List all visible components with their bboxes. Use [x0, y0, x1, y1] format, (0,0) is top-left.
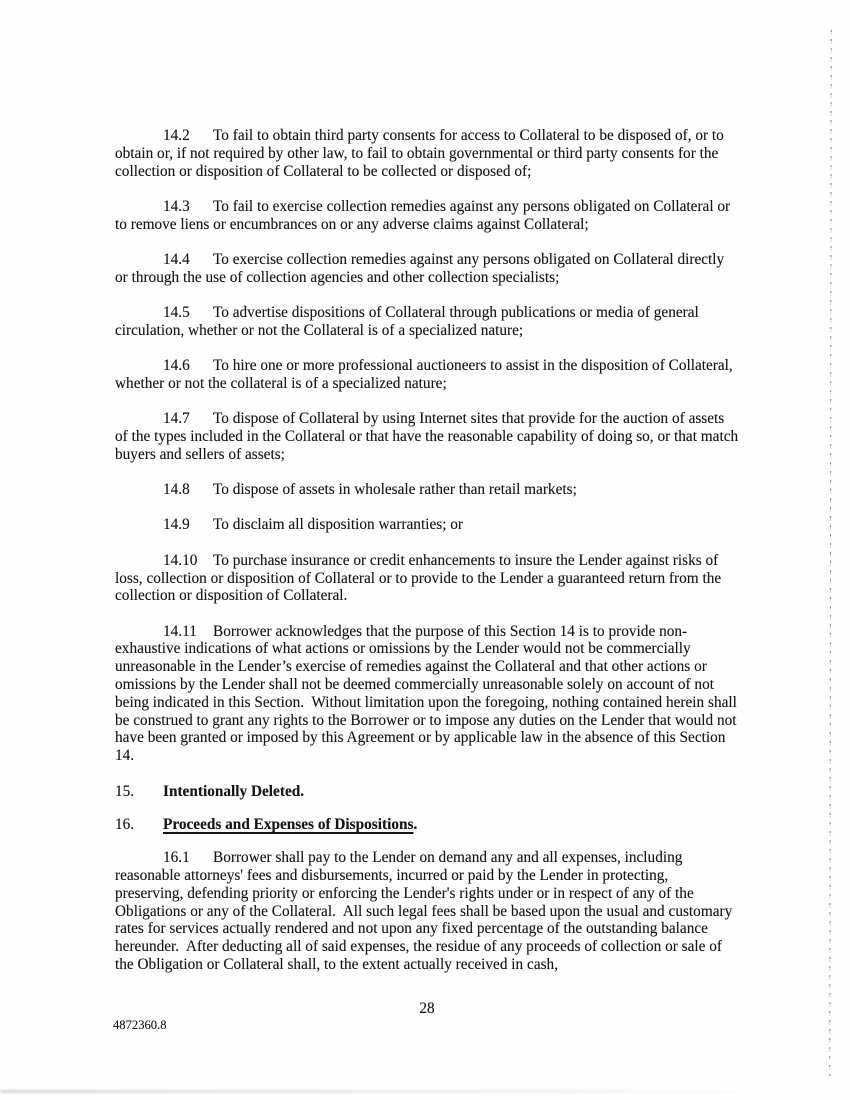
- section-number: 15.: [115, 782, 135, 800]
- section-number: 14.10: [163, 551, 198, 569]
- paragraph-14-9: [115, 516, 739, 534]
- paragraph-14-7: [115, 410, 742, 463]
- paragraph-text: To disclaim all disposition warranties; or: [213, 516, 464, 534]
- paragraph-14-3: [115, 198, 739, 234]
- paragraph-14-11: [115, 623, 739, 765]
- paragraph-text: Borrower shall pay to the Lender on demand any and all expenses, including reasonable attorneys' fees and disbursements, incurred or paid by the Lender in protecting, preserving, defending priority or enforcing the Lender's rights under or in respect of any of the Obligations or any of the Collateral. All such legal fees shall be based upon the usual and customary rates for services actually rendered and not upon any fixed percentage of the outstanding balance hereunder. After deducting all of said expenses, the residue of any proceeds of collection or sale of the Obligation or Collateral shall, to the extent actually received in cash,: [115, 849, 737, 974]
- paragraph-text: To fail to exercise collection remedies against any persons obligated on Collateral or to remove liens or encumbrances on or any adverse claims against Collateral;: [115, 197, 734, 233]
- section-number: 14.4: [163, 250, 190, 268]
- paragraph-14-8: [115, 481, 739, 499]
- paragraph-text: To fail to obtain third party consents for access to Collateral to be disposed of, or to obtain or, if not required by other law, to fail to obtain governmental or third party consents for the collection or disposition of Collateral to be collected or disposed of;: [115, 127, 728, 180]
- section-number: 14.9: [163, 516, 190, 534]
- scan-artifact-vertical-line: [829, 30, 831, 1076]
- section-number: 14.5: [163, 304, 190, 322]
- heading-16: [115, 816, 739, 834]
- paragraph-14-5: [115, 304, 739, 340]
- scan-artifact-bottom-smudge: [0, 1090, 772, 1093]
- paragraph-14-6: [115, 357, 739, 393]
- paragraph-text: To purchase insurance or credit enhancements to insure the Lender against risks of loss, collection or disposition of Collateral or to provide to the Lender a guaranteed return from the collection or disposition of Collateral.: [115, 551, 726, 605]
- paragraph-14-4: [115, 251, 739, 287]
- section-number: 14.6: [163, 357, 190, 375]
- section-number: 14.7: [163, 410, 190, 428]
- heading-title: Intentionally Deleted.: [163, 782, 305, 800]
- document-id-footer: 4872360.8: [113, 1018, 167, 1032]
- paragraph-text: Borrower acknowledges that the purpose of this Section 14 is to provide non-exhaustive indications of what actions or omissions by the Lender would not be commercially unreasonable in the Lender’s exercise of remedies against the Collateral and that other actions or omissions by the Lender shall not be deemed commercially unreasonable solely on account of not being indicated in this Section. Without limitation upon the foregoing, nothing contained herein shall be construed to grant any rights to the Borrower or to impose any duties on the Lender that would not have been granted or imposed by this Agreement or by applicable law in the absence of this Section 14.: [115, 622, 741, 765]
- paragraph-16-1: [115, 849, 739, 974]
- section-number: 14.3: [163, 197, 190, 215]
- section-number: 14.8: [163, 481, 190, 499]
- paragraph-text: To advertise dispositions of Collateral through publications or media of general circulation, whether or not the Collateral is of a specialized nature;: [115, 304, 703, 339]
- heading-suffix: .: [413, 815, 418, 833]
- paragraph-text: To dispose of assets in wholesale rather than retail markets;: [213, 481, 577, 499]
- paragraph-text: To dispose of Collateral by using Internet sites that provide for the auction of assets of the types included in the Collateral or that have the reasonable capability of doing so, or that match buyers and sellers of assets;: [115, 410, 742, 463]
- document-body: [115, 127, 742, 991]
- section-number: 14.11: [163, 622, 197, 640]
- page-number: 28: [419, 1000, 435, 1017]
- section-number: 16.1: [163, 849, 190, 867]
- paragraph-14-10: [115, 552, 739, 605]
- paragraph-14-2: [115, 127, 739, 180]
- section-number: 14.2: [163, 127, 190, 144]
- section-number: 16.: [115, 815, 135, 833]
- heading-title: Proceeds and Expenses of Dispositions: [163, 815, 414, 833]
- paragraph-text: To hire one or more professional auctioneers to assist in the disposition of Collateral, whether or not the collateral is of a specialized nature;: [115, 357, 737, 392]
- paragraph-text: To exercise collection remedies against any persons obligated on Collateral directly or through the use of collection agencies and other collection specialists;: [115, 250, 729, 286]
- heading-15: [115, 783, 739, 801]
